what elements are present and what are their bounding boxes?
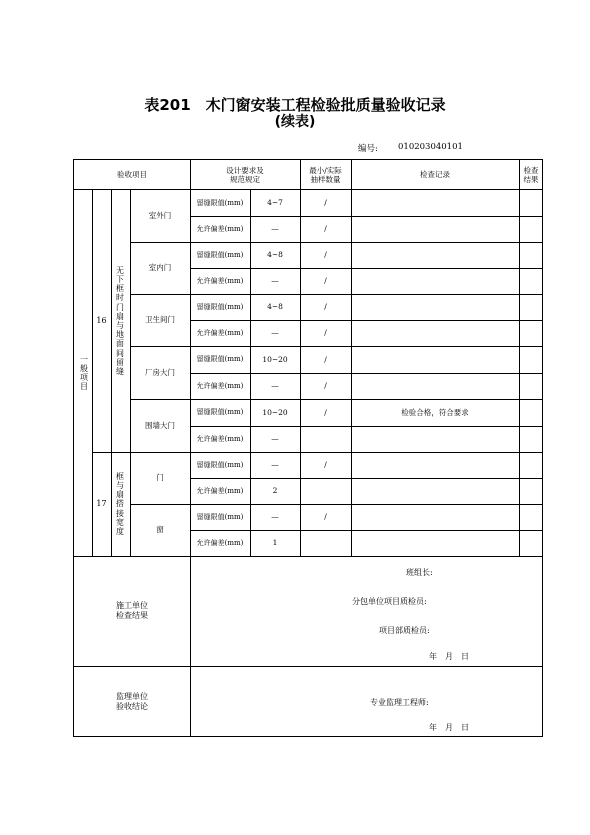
row-design-value: 4~8 (267, 250, 283, 260)
row-design-value: 10~20 (262, 407, 288, 417)
row-sample-value: / (324, 354, 327, 364)
row-design-value: — (271, 512, 279, 522)
row-divider (190, 320, 543, 321)
row-design-value: 4~7 (267, 198, 283, 208)
row-param-label: 留缝限值(mm) (196, 302, 244, 311)
door-type-factory: 厂房大门 (145, 367, 175, 377)
section-divider (74, 666, 543, 667)
part-door: 门 (156, 473, 164, 483)
section-divider (74, 556, 543, 557)
row-divider (190, 294, 543, 295)
col-divider (130, 190, 131, 556)
row-param-label: 留缝限值(mm) (196, 355, 244, 364)
header-item: 验收项目 (117, 170, 147, 180)
page-subtitle: (续表) (274, 114, 316, 130)
row-check-record (351, 373, 519, 399)
row-check-record (351, 294, 519, 320)
row-param-label: 允许偏差(mm) (196, 538, 244, 547)
general-items-label: 一般项目 (80, 354, 88, 392)
item-number-16: 16 (96, 316, 107, 325)
col-divider (300, 160, 301, 556)
row-design-value: — (271, 460, 279, 470)
row-check-record (351, 242, 519, 268)
row-param-label: 允许偏差(mm) (196, 381, 244, 390)
door-divider (130, 504, 190, 505)
row-design-value: 4~8 (267, 302, 283, 312)
row-design-value: — (271, 224, 279, 234)
row-check-record (351, 320, 519, 346)
row-sample-value: / (324, 198, 327, 208)
code-value: 010203040101 (398, 142, 463, 152)
row-param-label: 允许偏差(mm) (196, 276, 244, 285)
row-divider (190, 373, 543, 374)
sub-inspector-label: 分包单位项目质检员: (352, 597, 427, 606)
row-check-record: 检验合格，符合要求 (401, 407, 469, 417)
row-design-value: 2 (272, 486, 278, 496)
row-sample-value (300, 478, 351, 504)
group-divider (92, 452, 543, 453)
row-param-label: 允许偏差(mm) (196, 328, 244, 337)
row-param-label: 留缝限值(mm) (196, 408, 244, 417)
row-divider (190, 504, 543, 505)
row-param-label: 允许偏差(mm) (196, 224, 244, 233)
door-divider (130, 242, 190, 243)
row-check-record (351, 216, 519, 242)
header-record: 检查记录 (420, 170, 450, 180)
inspection-table (73, 159, 543, 737)
part-window: 窗 (156, 525, 164, 535)
item-name-17: 框与扇搭接宽度 (116, 471, 124, 536)
row-param-label: 允许偏差(mm) (196, 486, 244, 495)
row-divider (190, 268, 543, 269)
row-sample-value: / (324, 276, 327, 286)
door-type-interior: 室内门 (148, 263, 172, 273)
inspector-label: 项目部质检员: (379, 626, 430, 635)
row-sample-value: / (324, 302, 327, 312)
row-design-value: 10~20 (262, 354, 288, 364)
row-check-record (351, 426, 519, 452)
header-sample: 最小/实际 抽样数量 (309, 165, 342, 184)
row-param-label: 留缝限值(mm) (196, 512, 244, 521)
row-check-record (351, 268, 519, 294)
row-check-record (351, 190, 519, 216)
door-type-bathroom: 卫生间门 (145, 315, 175, 325)
door-divider (130, 346, 190, 347)
row-sample-value: / (324, 328, 327, 338)
row-param-label: 留缝限值(mm) (196, 198, 244, 207)
door-type-exterior: 室外门 (148, 211, 172, 221)
row-sample-value: / (324, 381, 327, 391)
supervision-date: 年 月 日 (429, 723, 469, 732)
col-divider (519, 160, 520, 556)
row-design-value: — (271, 381, 279, 391)
header-divider (74, 189, 543, 190)
row-sample-value: / (324, 407, 327, 417)
row-divider (190, 530, 543, 531)
header-result: 检查 结果 (523, 165, 539, 184)
row-divider (190, 426, 543, 427)
col-divider (250, 190, 251, 556)
row-param-label: 允许偏差(mm) (196, 434, 244, 443)
row-sample-value: / (324, 512, 327, 522)
row-sample-value (300, 426, 351, 452)
row-sample-value: / (324, 224, 327, 234)
team-leader-label: 班组长: (406, 568, 433, 577)
row-sample-value: / (324, 250, 327, 260)
row-divider (190, 242, 543, 243)
col-divider (190, 160, 191, 737)
construction-date: 年 月 日 (429, 652, 469, 661)
door-type-wall: 围墙大门 (145, 420, 175, 430)
row-check-record (351, 504, 519, 530)
row-divider (190, 346, 543, 347)
row-design-value: — (271, 276, 279, 286)
row-check-record (351, 346, 519, 373)
row-sample-value (300, 530, 351, 556)
row-sample-value: / (324, 460, 327, 470)
col-divider (351, 160, 352, 556)
row-param-label: 留缝限值(mm) (196, 460, 244, 469)
row-check-record (351, 452, 519, 478)
row-check-record (351, 478, 519, 504)
col-divider (92, 190, 93, 556)
row-check-record (351, 530, 519, 556)
page-title: 表201 木门窗安装工程检验批质量验收记录 (144, 96, 446, 114)
supervision-label: 监理单位 验收结论 (116, 691, 148, 711)
construction-label: 施工单位 检查结果 (116, 601, 148, 620)
row-design-value: 1 (272, 538, 278, 548)
engineer-label: 专业监理工程师: (370, 698, 429, 707)
code-label: 编号: (358, 144, 378, 154)
row-divider (190, 478, 543, 479)
col-divider (111, 190, 112, 556)
row-divider (190, 399, 543, 400)
row-divider (190, 216, 543, 217)
door-divider (130, 399, 190, 400)
door-divider (130, 294, 190, 295)
row-design-value: — (271, 434, 279, 444)
item-number-17: 17 (96, 499, 107, 508)
row-param-label: 留缝限值(mm) (196, 250, 244, 259)
row-design-value: — (271, 328, 279, 338)
header-design: 设计要求及 规范规定 (226, 165, 264, 184)
item-name-16: 无下框时门扇与地面间留缝 (116, 265, 124, 376)
